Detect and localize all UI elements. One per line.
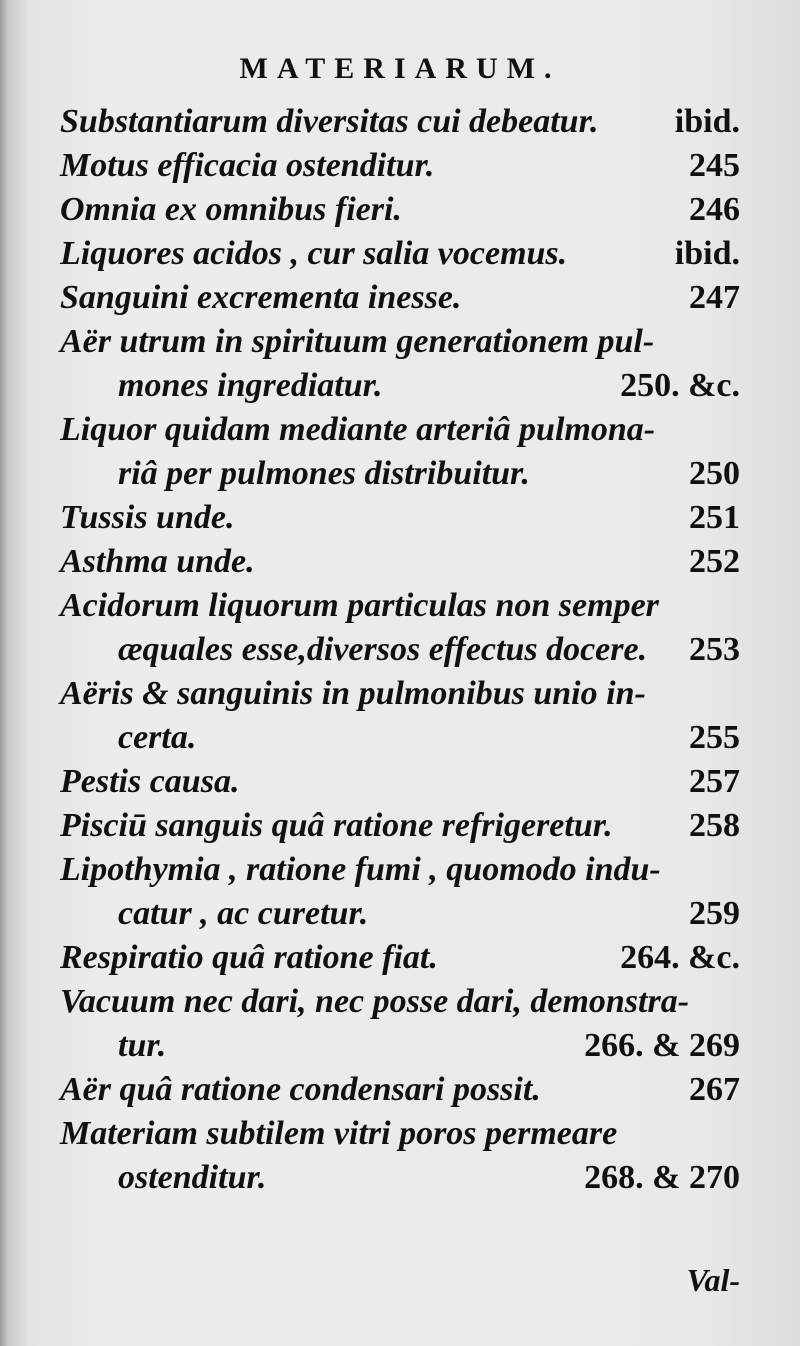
entry-line (60, 936, 740, 980)
entry-line (60, 760, 740, 804)
entry-text: Pisciū sanguis quâ ratione refrigeretur. (60, 807, 613, 844)
entry-line (60, 364, 740, 408)
entry-text: Motus efficacia ostenditur. (60, 147, 435, 184)
entry-line (60, 188, 740, 232)
page-reference: 257 (689, 763, 740, 800)
entry-text: catur , ac curetur. (118, 895, 369, 932)
entry-line (60, 276, 740, 320)
page-reference: 250. &c. (620, 367, 740, 404)
page-reference: 258 (689, 807, 740, 844)
page-reference: 264. &c. (620, 939, 740, 976)
index-entry (60, 540, 740, 584)
running-header: MATERIARUM. (239, 52, 561, 85)
index-entry (60, 1112, 740, 1200)
index-entry (60, 188, 740, 232)
entry-line (60, 628, 740, 672)
entry-text: Acidorum liquorum particulas non semper (60, 587, 659, 624)
entry-line (60, 320, 740, 364)
entry-text: Aër utrum in spirituum generationem pul- (60, 323, 655, 360)
entry-text: Materiam subtilem vitri poros permeare (60, 1115, 618, 1152)
index-entry (60, 320, 740, 408)
entry-text: Pestis causa. (60, 763, 240, 800)
page-reference: 247 (689, 279, 740, 316)
index-entry (60, 100, 740, 144)
index-entry (60, 408, 740, 496)
page-reference: 266. & 269 (584, 1027, 740, 1064)
entry-text: riâ per pulmones distribuitur. (118, 455, 530, 492)
entry-line (60, 144, 740, 188)
entry-text: ostenditur. (118, 1159, 267, 1196)
entry-line (60, 540, 740, 584)
entry-text: tur. (118, 1027, 167, 1064)
catchword: Val- (686, 1262, 740, 1298)
entry-text: Aër quâ ratione condensari possit. (60, 1071, 541, 1108)
index-entry (60, 760, 740, 804)
entry-text: Liquor quidam mediante arteriâ pulmona- (60, 411, 656, 448)
index-entry (60, 496, 740, 540)
page-reference: 245 (689, 147, 740, 184)
entry-text: Liquores acidos , cur salia vocemus. (60, 235, 568, 272)
index-entry (60, 672, 740, 760)
entry-text: mones ingrediatur. (118, 367, 383, 404)
page-reference: ibid. (674, 103, 740, 140)
page-reference: ibid. (674, 235, 740, 272)
index-entry (60, 276, 740, 320)
index-entries (60, 100, 740, 1200)
index-entry (60, 584, 740, 672)
page-reference: 268. & 270 (584, 1159, 740, 1196)
entry-text: æquales esse,diversos effectus docere. (118, 631, 648, 668)
entry-line (60, 1112, 740, 1156)
page-reference: 251 (689, 499, 740, 536)
index-entry (60, 804, 740, 848)
page-reference: 250 (689, 455, 740, 492)
entry-text: Omnia ex omnibus fieri. (60, 191, 402, 228)
entry-text: Respiratio quâ ratione fiat. (60, 939, 438, 976)
entry-text: Substantiarum diversitas cui debeatur. (60, 103, 599, 140)
entry-line (60, 408, 740, 452)
page-reference: 259 (689, 895, 740, 932)
entry-line (60, 804, 740, 848)
entry-text: Tussis unde. (60, 499, 235, 536)
entry-line (60, 496, 740, 540)
page-reference: 252 (689, 543, 740, 580)
entry-line (60, 100, 740, 144)
index-entry (60, 848, 740, 936)
page-reference: 255 (689, 719, 740, 756)
entry-text: certa. (118, 719, 197, 756)
index-entry (60, 1068, 740, 1112)
entry-line (60, 584, 740, 628)
entry-line (60, 1024, 740, 1068)
page-reference: 253 (689, 631, 740, 668)
index-entry (60, 144, 740, 188)
page-reference: 246 (689, 191, 740, 228)
entry-line (60, 1156, 740, 1200)
index-entry (60, 232, 740, 276)
entry-text: Aëris & sanguinis in pulmonibus unio in- (60, 675, 646, 712)
entry-line (60, 232, 740, 276)
entry-text: Sanguini excrementa inesse. (60, 279, 462, 316)
entry-line (60, 452, 740, 496)
entry-text: Vacuum nec dari, nec posse dari, demonstra- (60, 983, 690, 1020)
entry-line (60, 1068, 740, 1112)
entry-line (60, 848, 740, 892)
entry-text: Lipothymia , ratione fumi , quomodo indu- (60, 851, 661, 888)
index-entry (60, 936, 740, 980)
entry-text: Asthma unde. (60, 543, 255, 580)
entry-line (60, 672, 740, 716)
index-entry (60, 980, 740, 1068)
page-reference: 267 (689, 1071, 740, 1108)
entry-line (60, 980, 740, 1024)
entry-line (60, 716, 740, 760)
entry-line (60, 892, 740, 936)
